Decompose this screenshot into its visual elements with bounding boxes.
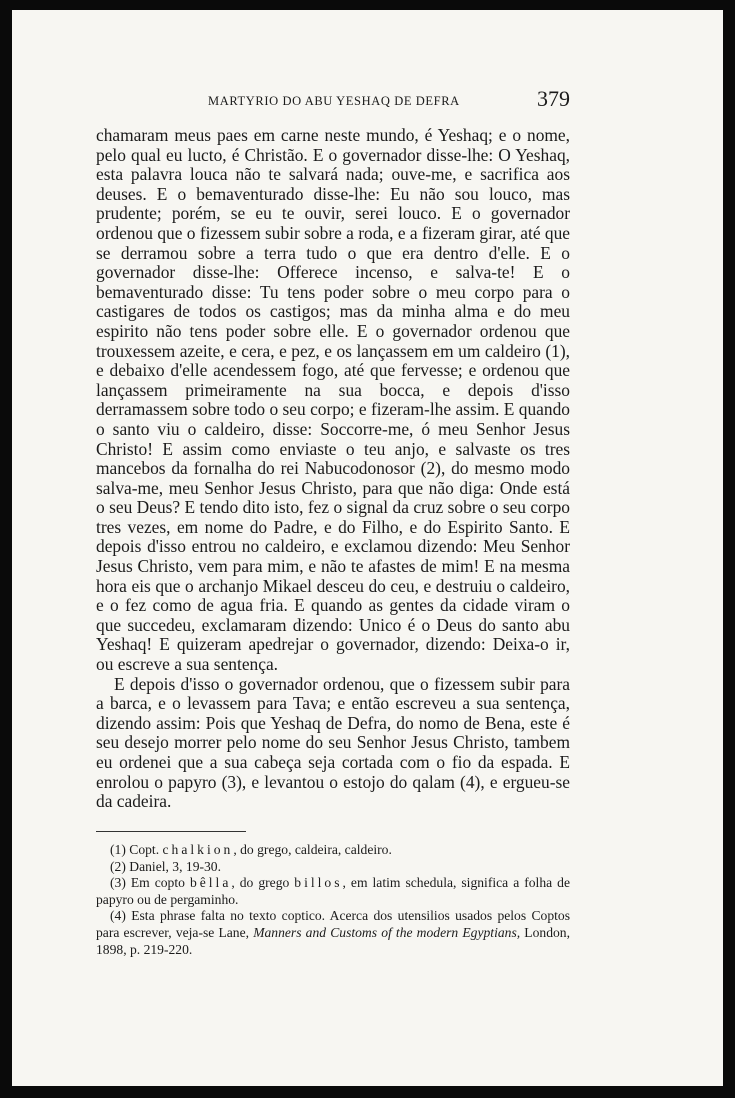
- footnote-3-coptic-word: bêlla: [189, 875, 232, 891]
- footnote-2: [96, 859, 570, 876]
- footnote-3-middle: , do grego: [231, 875, 290, 891]
- footnote-1-mark: (1): [110, 842, 126, 857]
- footnote-4-after: London, 1898, p. 219-220.: [96, 924, 570, 957]
- footnote-1-coptic-word: chalkion: [162, 842, 234, 857]
- paragraph-2: E depois d'isso o governador ordenou, que o fizessem subir para a barca, e o levassem para Tava; e então escreveu a sua sentença, dizendo assim: Pois que Yeshaq de Defra, do nomo de Bena, este é seu desejo morrer pelo nome do seu Senhor Jesus Christo, tambem eu ordenei que a sua cabeça seja cortada com o fio da espada. E enrolou o papyro (3), e levantou o estojo do qalam (4), e ergueu-se da cadeira.: [96, 673, 570, 812]
- footnote-4-before: Esta phrase falta no texto coptico. Acerca dos utensilios usados pelos Coptos para escrever, veja-se Lane,: [96, 908, 571, 940]
- footnote-1-before: Copt.: [129, 842, 160, 857]
- footnote-4-book-title: Manners and Customs of the modern Egyptians,: [253, 924, 521, 940]
- footnote-2-mark: (2): [110, 858, 126, 874]
- footnote-3-after: , em latim schedula, significa a folha de papyro ou de pergaminho.: [96, 875, 570, 907]
- paragraph-1: chamaram meus paes em carne neste mundo, é Yeshaq; e o nome, pelo qual eu lucto, é Christão. E o governador disse-lhe: O Yeshaq, esta palavra louca não te salvará nada; ouve-me, e sacrifica aos deuses. E o bemaventurado disse-lhe: Eu não sou louco, mas prudente; porém, se eu te ouvir, serei louco. E o governador ordenou que o fizessem subir sobre a roda, e a fizeram girar, até que se derramou sobre a terra tudo o que era dentro d'elle. E o governador disse-lhe: Offerece incenso, e salva-te! E o bemaventurado disse: Tu tens poder sobre o meu corpo para o castigares de todos os castigos; mas da minha alma e do meu espirito não tens poder sobre elle. E o governador ordenou que trouxessem azeite, e cera, e pez, e os lançassem em um caldeiro (1), e debaixo d'elle acendessem fogo, até que fervesse; e ordenou que lançassem primeiramente na sua bocca, e depois d'isso derramassem sobre todo o seu corpo; e fizeram-lhe assim. E quando o santo viu o caldeiro, disse: Soccorre-me, ó meu Senhor Jesus Christo! E assim como enviaste o teu anjo, e salvaste os tres mancebos da fornalha do rei Nabucodonosor (2), do mesmo modo salva-me, meu Senhor Jesus Christo, para que não diga: Onde está o seu Deus? E tendo dito isto, fez o signal da cruz sobre o seu corpo tres vezes, em nome do Padre, e do Filho, e do Espirito Santo. E depois d'isso entrou no caldeiro, e exclamou dizendo: Meu Senhor Jesus Christo, vem para mim, e não te afastes de mim! E na mesma hora eis que o archanjo Mikael desceu do ceu, e destruiu o caldeiro, e o fez como de agua fria. E quando as gentes da cidade viram o que succedeu, exclamaram dizendo: Unico é o Deus do santo abu Yeshaq! E quizeram apedrejar o governador, dizendo: Deixa-o ir, ou escreve a sua sentença.: [96, 125, 570, 675]
- footnote-2-text: Daniel, 3, 19-30.: [129, 858, 222, 874]
- footnote-4: [96, 908, 570, 958]
- footnote-1-after: , do grego, caldeira, caldeiro.: [233, 842, 392, 857]
- footnote-divider: [96, 831, 246, 832]
- footnote-1: [96, 842, 570, 859]
- page-number: 379: [537, 86, 570, 111]
- main-text: [96, 126, 570, 812]
- footnotes: [96, 842, 570, 958]
- footnote-3-mark: (3): [110, 875, 126, 891]
- footnote-3-greek-word: billos: [294, 875, 343, 891]
- footnote-3: [96, 875, 570, 908]
- footnote-3-before: Em copto: [130, 875, 185, 891]
- running-title: MARTYRIO DO ABU YESHAQ DE DEFRA: [208, 94, 460, 108]
- footnote-4-mark: (4): [110, 908, 126, 924]
